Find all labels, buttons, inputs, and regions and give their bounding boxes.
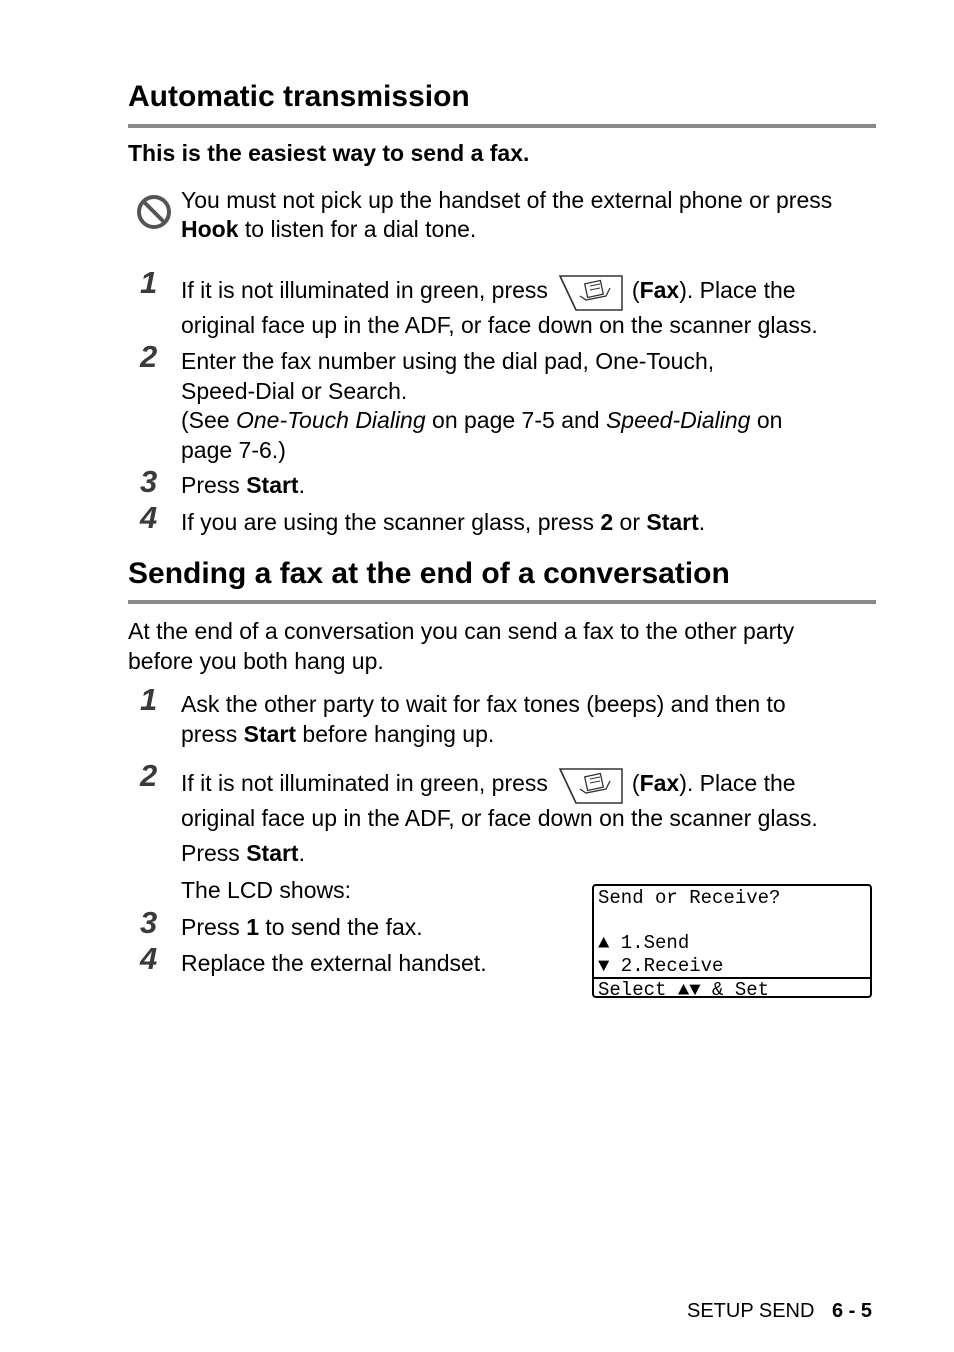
intro-line-2: before you both hang up. <box>128 648 384 674</box>
lcd-line-3: ▼ 2.Receive <box>598 955 724 977</box>
s2-step-2-line-4: The LCD shows: <box>181 877 352 903</box>
step-number: 4 <box>140 941 158 976</box>
step-number: 3 <box>140 905 158 940</box>
intro-line-1: At the end of a conversation you can send a fax to the other party <box>128 618 795 644</box>
step-1-line-2: original face up in the ADF, or face down on the scanner glass. <box>181 312 818 338</box>
cross-reference: Speed-Dialing <box>605 407 751 433</box>
s2-step-2-line-3: Press Start. <box>181 840 305 866</box>
step-2-line-4: page 7-6.) <box>181 437 286 463</box>
step-number: 2 <box>140 339 158 374</box>
caution-line-1: You must not pick up the handset of the external phone or press <box>181 187 833 213</box>
cross-reference: One-Touch Dialing <box>235 407 426 433</box>
section-heading-sending-fax-end-of-conversation: Sending a fax at the end of a conversation <box>128 557 730 590</box>
step-2-line-3: (See One-Touch Dialing on page 7-5 and Speed-Dialing on <box>181 407 783 433</box>
step-number: 4 <box>140 500 158 535</box>
heading-rule <box>128 600 876 604</box>
fax-key-icon <box>556 765 626 805</box>
step-number: 1 <box>140 682 158 717</box>
lcd-line-1: Send or Receive? <box>598 887 781 909</box>
section-subtitle: This is the easiest way to send a fax. <box>128 140 530 166</box>
caution-line-2: Hook to listen for a dial tone. <box>181 216 477 242</box>
lcd-display <box>592 884 872 998</box>
step-number: 2 <box>140 758 158 793</box>
step-3-line: Press Start. <box>181 472 305 498</box>
section-heading-automatic-transmission: Automatic transmission <box>128 80 470 113</box>
s2-step-1-line-2: press Start before hanging up. <box>181 721 495 747</box>
s2-step-4-line: Replace the external handset. <box>181 950 487 976</box>
footer-section-name: SETUP SEND <box>687 1300 815 1322</box>
step-4-line: If you are using the scanner glass, press 2 or Start. <box>181 509 706 535</box>
s2-step-1-line-1: Ask the other party to wait for fax tones (beeps) and then to <box>181 691 786 717</box>
fax-key-icon <box>556 272 626 312</box>
step-number: 3 <box>140 464 158 499</box>
step-2-line-2: Speed-Dial or Search. <box>181 378 408 404</box>
s2-step-2-line-1: If it is not illuminated in green, press (Fax). Place the <box>181 765 796 805</box>
footer-page-number: 6 - 5 <box>832 1300 873 1322</box>
step-2-line-1: Enter the fax number using the dial pad, One-Touch, <box>181 348 715 374</box>
lcd-line-2: ▲ 1.Send <box>598 932 690 954</box>
heading-rule <box>128 124 876 128</box>
step-1-line-1: If it is not illuminated in green, press (Fax). Place the <box>181 272 796 312</box>
step-number: 1 <box>140 265 158 300</box>
s2-step-3-line: Press 1 to send the fax. <box>181 914 423 940</box>
lcd-line-4: Select ▲▼ & Set <box>594 977 870 998</box>
hook-key-label: Hook <box>181 216 239 242</box>
s2-step-2-line-2: original face up in the ADF, or face down on the scanner glass. <box>181 805 818 831</box>
prohibited-icon <box>136 194 172 230</box>
